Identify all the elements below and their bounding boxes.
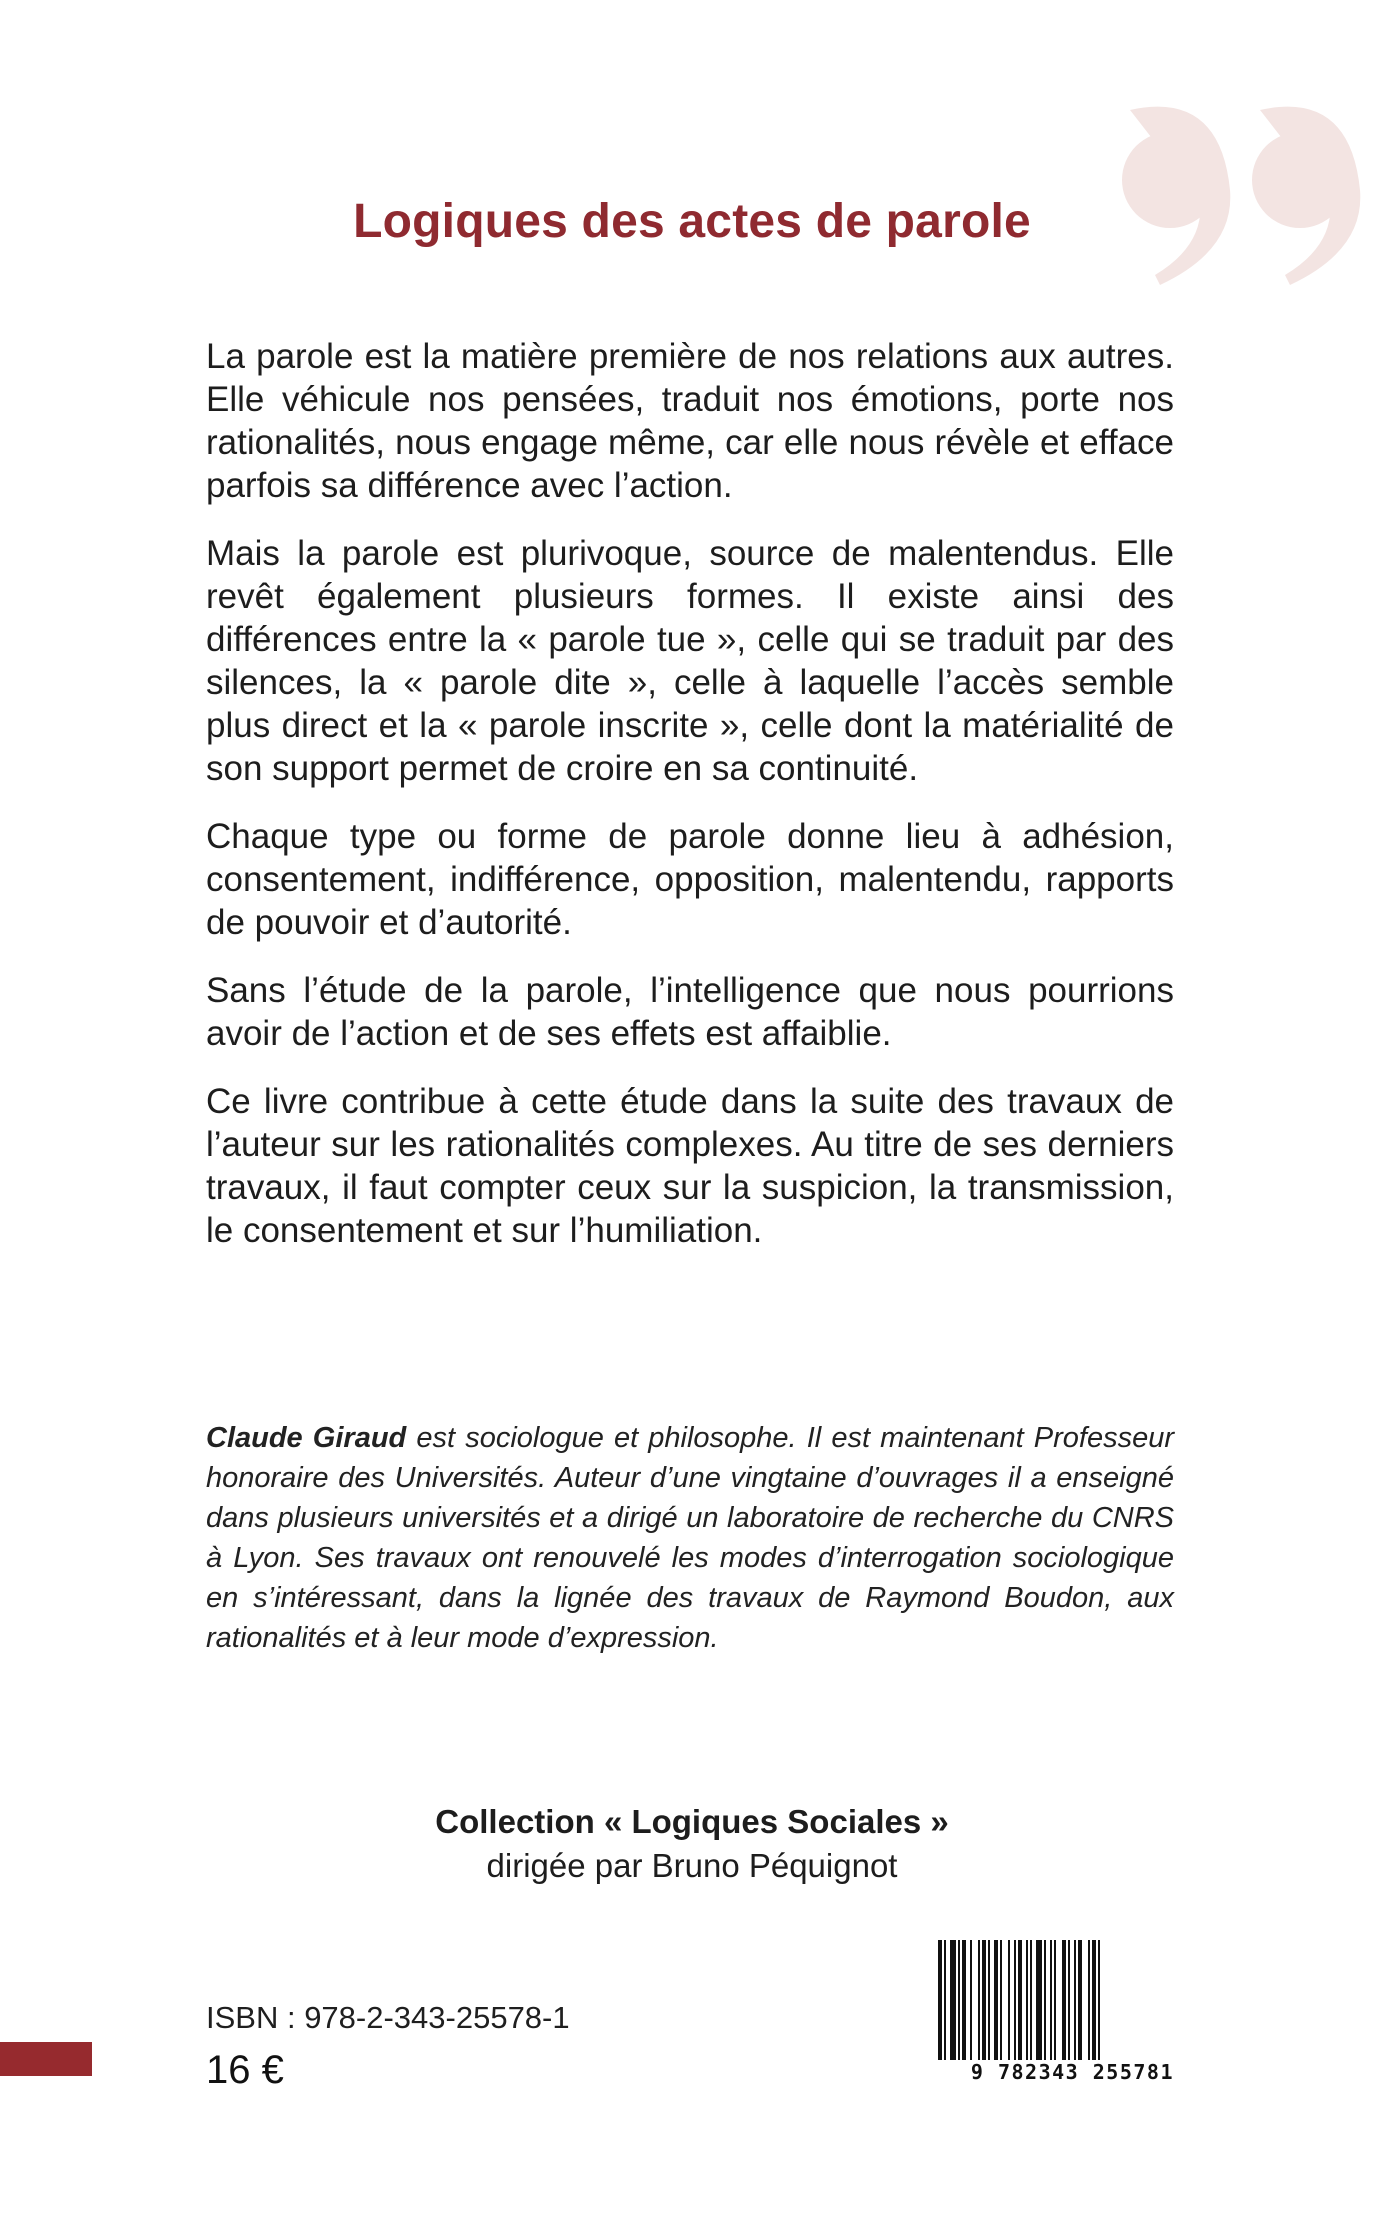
barcode-stripe [1088,1940,1090,2060]
barcode-stripe [1008,1940,1010,2060]
barcode-stripe [950,1940,956,2060]
barcode-stripe [994,1940,998,2060]
barcode-stripe [1062,1940,1066,2060]
barcode [938,1940,1174,2080]
barcode-stripe [938,1940,942,2060]
barcode-stripe [970,1940,972,2060]
barcode-stripe [1092,1940,1096,2060]
barcode-stripe [1044,1940,1046,2060]
barcode-stripe [944,1940,946,2060]
blurb-paragraph: Chaque type ou forme de parole donne lieu à adhésion, consentement, indifférence, opposition, malentendu, rapports de pouvoir et d’autorité. [206,817,1174,942]
book-title: Logiques des actes de parole [353,195,1031,248]
author-bio-text: est sociologue et philosophe. Il est maintenant Professeur honoraire des Universités. Auteur d’une vingtaine d’ouvrages il a enseigné dans plusieurs universités et a dirigé un laboratoire de recherche du CNRS à Lyon. Ses travaux ont renouvelé les modes d’interrogation sociologique en s’intéressant, dans la lignée des travaux de Raymond Boudon, aux rationalités et à leur mode d’expression. [206,1422,1174,1654]
barcode-stripe [978,1940,980,2060]
barcode-stripe [962,1940,966,2060]
barcode-stripe [1068,1940,1070,2060]
blurb-paragraph: Ce livre contribue à cette étude dans la suite des travaux de l’auteur sur les rationalités complexes. Au titre de ses derniers travaux, il faut compter ceux sur la suspicion, la transmission, le consentement et sur l’humiliation. [206,1082,1174,1250]
barcode-stripe [1074,1940,1076,2060]
barcode-stripe [1078,1940,1082,2060]
barcode-stripe [1014,1940,1016,2060]
accent-bar [0,2042,92,2076]
barcode-stripe [988,1940,990,2060]
barcode-stripe [1026,1940,1028,2060]
barcode-stripe [1098,1940,1100,2060]
barcode-stripe [1030,1940,1032,2060]
blurb-paragraph: Mais la parole est plurivoque, source de malentendus. Elle revêt également plusieurs formes. Il existe ainsi des différences entre la « parole tue », celle qui se traduit par des silences, la « parole dite », celle à laquelle l’accès semble plus direct et la « parole inscrite », celle dont la matérialité de son support permet de croire en sa continuité. [206,534,1174,788]
author-name: Claude Giraud [206,1422,407,1454]
price: 16 € [206,2048,284,2092]
barcode-stripe [958,1940,960,2060]
barcode-stripe [1018,1940,1022,2060]
blurb-paragraph: Sans l’étude de la parole, l’intelligence que nous pourrions avoir de l’action et de ses effets est affaiblie. [206,971,1174,1053]
barcode-stripe [1000,1940,1002,2060]
collection-info [0,1800,1384,1888]
barcode-digits: 9 782343 255781 [970,2060,1174,2084]
barcode-stripe [982,1940,986,2060]
isbn: ISBN : 978-2-343-25578-1 [206,2000,570,2035]
blurb-paragraph: La parole est la matière première de nos relations aux autres. Elle véhicule nos pensées, traduit nos émotions, porte nos rationalités, nous engage même, car elle nous révèle et efface parfois sa différence avec l’action. [206,337,1174,505]
barcode-stripe [1050,1940,1052,2060]
barcode-stripe [1036,1940,1042,2060]
author-bio [206,1418,1174,1658]
barcode-stripe [1054,1940,1056,2060]
collection-name: Collection « Logiques Sociales » [435,1803,949,1840]
blurb [206,335,1174,1277]
collection-director: dirigée par Bruno Péquignot [486,1847,898,1884]
